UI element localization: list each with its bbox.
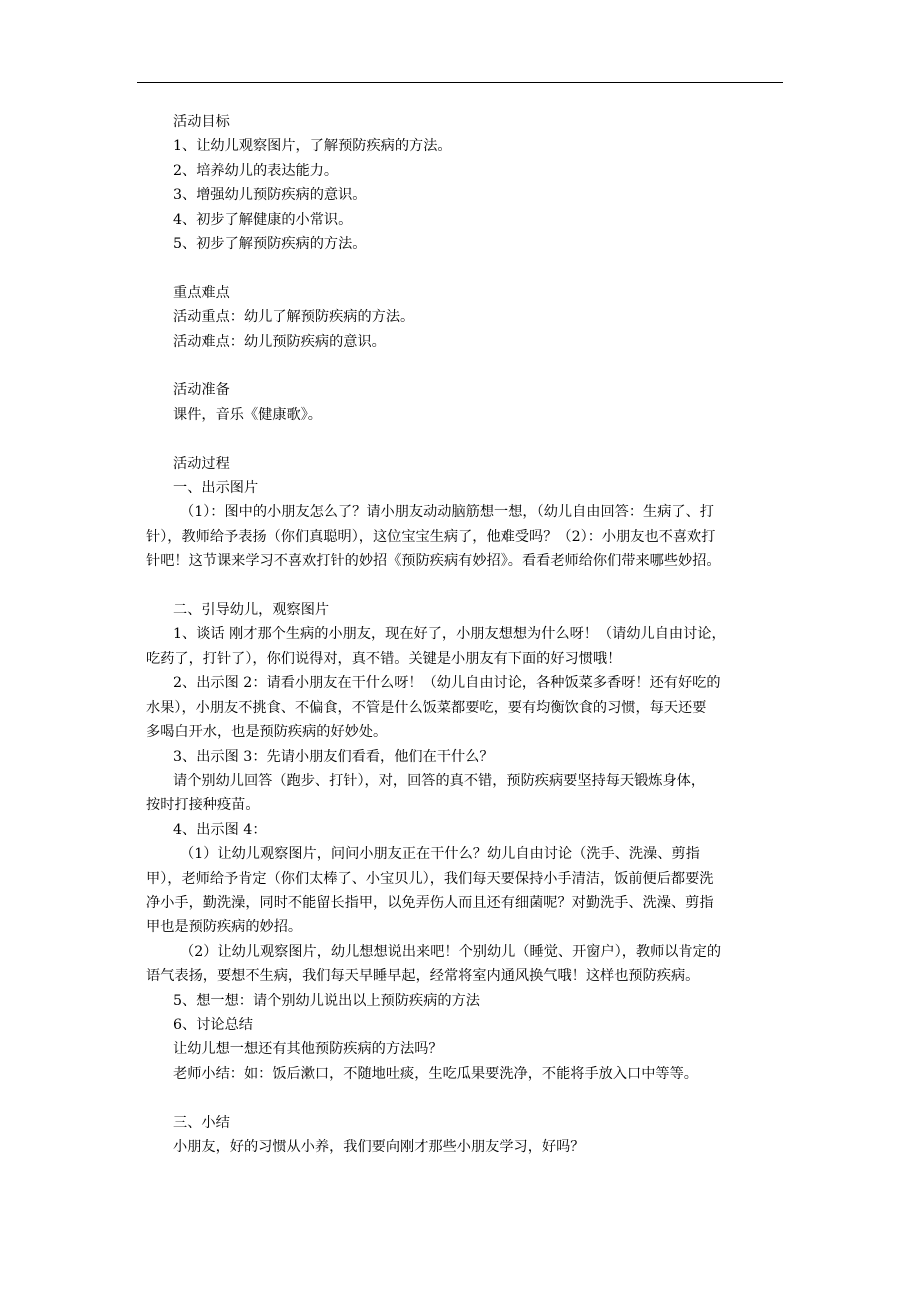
step4b-line: （2）让幼儿观察图片，幼儿想想说出来吧！个别幼儿（睡觉、开窗户），教师以肯定的 — [180, 943, 722, 960]
key-point-difficulty: 活动难点：幼儿预防疾病的意识。 — [173, 333, 386, 350]
spacer — [173, 1086, 785, 1110]
goal-item: 1、让幼儿观察图片，了解预防疾病的方法。 — [173, 138, 452, 155]
step4a-line: （1）让幼儿观察图片，问问小朋友正在干什么？幼儿自由讨论（洗手、洗澡、剪指 — [180, 846, 700, 863]
part3-title: 三、小结 — [173, 1114, 230, 1131]
step2-line: 水果），小朋友不挑食、不偏食，不管是什么饭菜都要吃，要有均衡饮食的习惯，每天还要 — [146, 699, 707, 716]
part2-title: 二、引导幼儿，观察图片 — [173, 602, 330, 619]
part3-text: 小朋友，好的习惯从小养，我们要向刚才那些小朋友学习，好吗？ — [173, 1138, 585, 1155]
part1-line: 针），教师给予表扬（你们真聪明），这位宝宝生病了，他难受吗？（2）：小朋友也不喜欢打 — [146, 528, 716, 545]
preparation-heading: 活动准备 — [173, 382, 230, 399]
spacer — [173, 574, 785, 598]
key-points-heading: 重点难点 — [173, 284, 230, 301]
goal-item: 4、初步了解健康的小常识。 — [173, 211, 353, 228]
process-heading: 活动过程 — [173, 455, 230, 472]
step6-line: 让幼儿想一想还有其他预防疾病的方法吗？ — [173, 1041, 443, 1058]
step3-line: 按时打接种疫苗。 — [146, 797, 260, 814]
document-body — [146, 110, 785, 1159]
step6-line: 老师小结：如：饭后漱口，不随地吐痰，生吃瓜果要洗净，不能将手放入口中等等。 — [173, 1065, 698, 1082]
step4a-line: 甲），老师给予肯定（你们太棒了、小宝贝儿），我们每天要保持小手清洁，饭前便后都要洗 — [146, 870, 714, 887]
part1-line: 针吧！这节课来学习不喜欢打针的妙招《预防疾病有妙招》。看看老师给你们带来哪些妙招。 — [146, 553, 721, 570]
step4-title: 4、出示图 4： — [173, 821, 267, 838]
header-rule — [137, 82, 783, 83]
step3-line: 请个别幼儿回答（跑步、打针），对，回答的真不错，预防疾病要坚持每天锻炼身体， — [173, 772, 706, 789]
step4a-line: 净小手，勤洗澡，同时不能留长指甲，以免弄伤人而且还有细菌呢？对勤洗手、洗澡、剪指 — [146, 894, 714, 911]
key-point-focus: 活动重点：幼儿了解预防疾病的方法。 — [173, 309, 415, 326]
step2-line: 多喝白开水，也是预防疾病的好妙处。 — [146, 724, 388, 741]
goal-item: 5、初步了解预防疾病的方法。 — [173, 236, 367, 253]
step1-line: 1、谈话 刚才那个生病的小朋友，现在好了，小朋友想想为什么呀！（请幼儿自由讨论， — [173, 626, 726, 643]
step4b-line: 语气表扬，要想不生病，我们每天早睡早起，经常将室内通风换气哦！这样也预防疾病。 — [146, 968, 700, 985]
part1-line: （1）：图中的小朋友怎么了？请小朋友动动脑筋想一想，（幼儿自由回答：生病了、打 — [180, 504, 714, 521]
step3-line: 3、出示图 3：先请小朋友们看看，他们在干什么？ — [173, 748, 494, 765]
step5-line: 5、想一想：请个别幼儿说出以上预防疾病的方法 — [173, 992, 480, 1009]
step6-title: 6、讨论总结 — [173, 1016, 253, 1033]
spacer — [173, 256, 785, 280]
step2-line: 2、出示图 2：请看小朋友在干什么呀！（幼儿自由讨论，各种饭菜多香呀！还有好吃的 — [173, 675, 721, 692]
spacer — [173, 427, 785, 451]
goal-item: 2、培养幼儿的表达能力。 — [173, 162, 339, 179]
goals-heading: 活动目标 — [173, 114, 230, 130]
part1-title: 一、出示图片 — [173, 480, 259, 497]
spacer — [173, 354, 785, 378]
goal-item: 3、增强幼儿预防疾病的意识。 — [173, 187, 367, 204]
preparation-text: 课件，音乐《健康歌》。 — [173, 406, 322, 423]
step1-line: 吃药了，打针了），你们说得对，真不错。关键是小朋友有下面的好习惯哦！ — [146, 650, 622, 667]
step4a-line: 甲也是预防疾病的妙招。 — [146, 919, 303, 936]
